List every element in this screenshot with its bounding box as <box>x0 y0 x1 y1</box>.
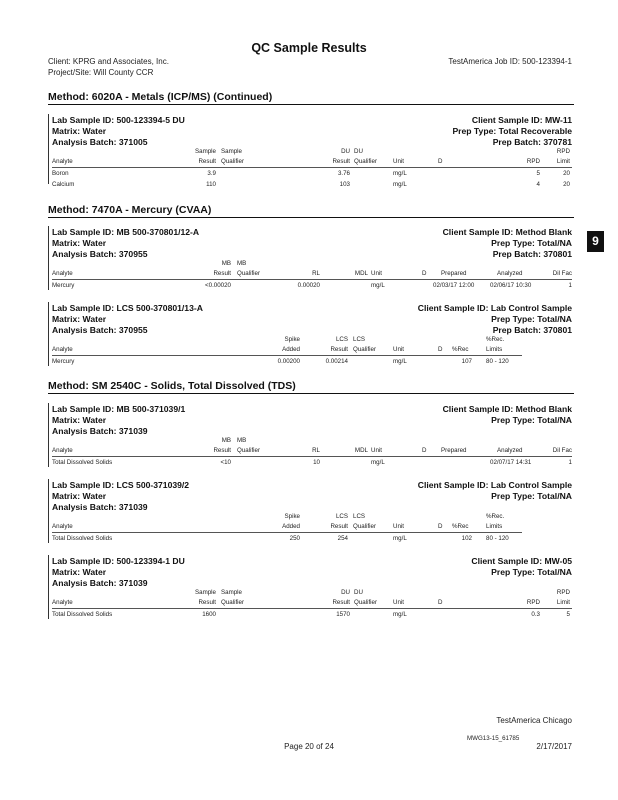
prep-type: Prep Type: Total/NA <box>491 415 572 425</box>
table-row-analyte: Mercury <box>52 282 75 289</box>
table-row-result: <0.00020 <box>205 282 231 289</box>
block-bracket <box>48 403 49 467</box>
table-row-result: 110 <box>206 181 216 188</box>
col-head: MDL <box>354 447 368 454</box>
col-head-analyte: Analyte <box>52 523 73 530</box>
col-head: %Rec <box>452 523 469 530</box>
col-head: D <box>438 346 443 353</box>
table-row-analyte: Mercury <box>52 358 75 365</box>
col-head-analyte: Analyte <box>52 158 73 165</box>
col-head: %Rec <box>452 346 469 353</box>
col-head: Unit <box>371 270 383 277</box>
col-head: Unit <box>371 447 383 454</box>
col-head: Result <box>198 599 216 606</box>
col-head: Prepared <box>441 270 467 277</box>
analysis-batch: Analysis Batch: 370955 <box>52 325 148 335</box>
header-underline <box>52 167 572 168</box>
col-head: RL <box>312 270 320 277</box>
col-head: Sample <box>221 148 242 155</box>
col-head-analyte: Analyte <box>52 599 73 606</box>
col-head-analyte: Analyte <box>52 270 73 277</box>
project-site: Project/Site: Will County CCR <box>48 68 154 77</box>
client-sample-id: Client Sample ID: Method Blank <box>442 404 572 414</box>
footer-lab-name: TestAmerica Chicago <box>496 716 572 725</box>
table-row-analyte: Total Dissolved Solids <box>52 459 113 466</box>
col-head: RPD <box>526 158 540 165</box>
col-head: Qualifier <box>353 346 377 353</box>
col-head: DU <box>341 589 350 596</box>
col-head: D <box>422 447 427 454</box>
matrix: Matrix: Water <box>52 567 107 577</box>
page-number: Page 20 of 24 <box>284 742 334 751</box>
table-row-limit: 20 <box>563 170 570 177</box>
prep-type: Prep Type: Total/NA <box>491 567 572 577</box>
matrix: Matrix: Water <box>52 126 107 136</box>
table-row-result: 1600 <box>202 611 216 618</box>
col-head: Spike <box>284 513 300 520</box>
col-head: RL <box>312 447 320 454</box>
col-head: Unit <box>393 346 405 353</box>
prep-batch: Prep Batch: 370781 <box>492 137 572 147</box>
col-head: Qualifier <box>354 599 378 606</box>
col-head: Sample <box>221 589 242 596</box>
col-head: DU <box>341 148 350 155</box>
table-row-result: 254 <box>337 535 348 542</box>
table-row-analyte: Calcium <box>52 181 75 188</box>
col-head: %Rec. <box>486 513 505 520</box>
prep-type: Prep Type: Total Recoverable <box>452 126 572 136</box>
table-row-rl: 10 <box>313 459 320 466</box>
table-row-unit: mg/L <box>393 170 407 177</box>
table-row-limit: 20 <box>563 181 570 188</box>
table-row-rpd: 4 <box>536 181 540 188</box>
table-row-analyzed: 02/07/17 14:31 <box>490 459 532 466</box>
table-row-unit: mg/L <box>393 611 407 618</box>
col-head: Result <box>198 158 216 165</box>
section-rule <box>48 217 574 218</box>
col-head: Result <box>330 523 348 530</box>
lab-sample-id: Lab Sample ID: 500-123394-5 DU <box>52 115 185 125</box>
col-head: LCS <box>335 336 348 343</box>
col-head: %Rec. <box>486 336 505 343</box>
table-row-du-result: 3.76 <box>337 170 350 177</box>
analysis-batch: Analysis Batch: 370955 <box>52 249 148 259</box>
prep-batch: Prep Batch: 370801 <box>492 325 572 335</box>
table-row-rl: 0.00020 <box>297 282 320 289</box>
col-head: Qualifier <box>221 158 245 165</box>
col-head: Added <box>282 346 300 353</box>
block-bracket <box>48 302 49 366</box>
table-row-unit: mg/L <box>371 282 385 289</box>
table-row-added: 0.00200 <box>277 358 300 365</box>
col-head: MB <box>237 260 247 267</box>
footer-date: 2/17/2017 <box>536 742 572 751</box>
section-rule <box>48 393 574 394</box>
method-heading: Method: SM 2540C - Solids, Total Dissolved (TDS) <box>48 380 296 392</box>
col-head: Qualifier <box>354 158 378 165</box>
col-head: MB <box>221 437 231 444</box>
col-head: MB <box>221 260 231 267</box>
method-heading: Method: 6020A - Metals (ICP/MS) (Continued) <box>48 91 273 103</box>
analysis-batch: Analysis Batch: 371039 <box>52 502 148 512</box>
table-row-unit: mg/L <box>393 181 407 188</box>
lab-sample-id: Lab Sample ID: MB 500-371039/1 <box>52 404 186 414</box>
matrix: Matrix: Water <box>52 491 107 501</box>
col-head: Unit <box>393 158 405 165</box>
col-head-analyte: Analyte <box>52 447 73 454</box>
table-row-du-result: 1570 <box>336 611 350 618</box>
col-head: RPD <box>556 148 570 155</box>
table-row-result: <10 <box>220 459 231 466</box>
col-head: MB <box>237 437 247 444</box>
header-underline <box>52 456 572 457</box>
client-sample-id: Client Sample ID: Lab Control Sample <box>417 480 572 490</box>
table-row-unit: mg/L <box>393 535 407 542</box>
table-row-du-result: 103 <box>339 181 350 188</box>
col-head: Dil Fac <box>552 447 572 454</box>
prep-type: Prep Type: Total/NA <box>491 314 572 324</box>
table-row-limit: 5 <box>566 611 570 618</box>
col-head: DU <box>354 589 363 596</box>
analysis-batch: Analysis Batch: 371005 <box>52 137 148 147</box>
col-head: Added <box>282 523 300 530</box>
table-row-result: 3.9 <box>207 170 216 177</box>
col-head: Unit <box>393 599 405 606</box>
lab-sample-id: Lab Sample ID: 500-123394-1 DU <box>52 556 185 566</box>
client-sample-id: Client Sample ID: MW-11 <box>471 115 572 125</box>
table-row-result: 0.00214 <box>325 358 348 365</box>
block-bracket <box>48 226 49 290</box>
table-row-unit: mg/L <box>371 459 385 466</box>
method-heading: Method: 7470A - Mercury (CVAA) <box>48 204 212 216</box>
table-row-added: 250 <box>289 535 300 542</box>
prep-batch: Prep Batch: 370801 <box>492 249 572 259</box>
col-head: Limits <box>486 346 503 353</box>
table-row-prec: 102 <box>461 535 472 542</box>
table-row-limits: 80 - 120 <box>486 535 509 542</box>
table-row-rpd: 0.3 <box>531 611 540 618</box>
table-row-dilfac: 1 <box>568 459 572 466</box>
table-row-analyzed: 02/06/17 10:30 <box>490 282 532 289</box>
col-head: Dil Fac <box>552 270 572 277</box>
block-bracket <box>48 114 49 184</box>
col-head: Sample <box>195 148 216 155</box>
header-underline <box>52 279 572 280</box>
col-head: Spike <box>284 336 300 343</box>
header-underline <box>52 355 522 356</box>
col-head: Limit <box>556 599 570 606</box>
matrix: Matrix: Water <box>52 238 107 248</box>
col-head: Result <box>213 447 231 454</box>
col-head: Qualifier <box>237 447 261 454</box>
col-head: Analyzed <box>497 270 523 277</box>
table-row-dilfac: 1 <box>568 282 572 289</box>
col-head: RPD <box>556 589 570 596</box>
client-sample-id: Client Sample ID: Method Blank <box>442 227 572 237</box>
col-head: Limit <box>556 158 570 165</box>
table-row-prepared: 02/03/17 12:00 <box>433 282 475 289</box>
col-head: DU <box>354 148 363 155</box>
lab-sample-id: Lab Sample ID: MB 500-370801/12-A <box>52 227 200 237</box>
col-head: Qualifier <box>353 523 377 530</box>
table-row-analyte: Total Dissolved Solids <box>52 611 113 618</box>
col-head: Qualifier <box>221 599 245 606</box>
col-head: Unit <box>393 523 405 530</box>
col-head: LCS <box>353 336 366 343</box>
col-head: LCS <box>353 513 366 520</box>
section-rule <box>48 104 574 105</box>
col-head: Qualifier <box>237 270 261 277</box>
col-head: Result <box>332 599 350 606</box>
col-head: Result <box>332 158 350 165</box>
prep-type: Prep Type: Total/NA <box>491 238 572 248</box>
col-head-analyte: Analyte <box>52 346 73 353</box>
col-head: D <box>438 523 443 530</box>
col-head: Analyzed <box>497 447 523 454</box>
lab-sample-id: Lab Sample ID: LCS 500-371039/2 <box>52 480 190 490</box>
lab-sample-id: Lab Sample ID: LCS 500-370801/13-A <box>52 303 203 313</box>
block-bracket <box>48 555 49 619</box>
client-name: Client: KPRG and Associates, Inc. <box>48 57 169 66</box>
col-head: D <box>438 599 443 606</box>
prep-type: Prep Type: Total/NA <box>491 491 572 501</box>
col-head: D <box>438 158 443 165</box>
col-head: Result <box>213 270 231 277</box>
footer-code: MWG13-15_61785 <box>467 735 520 742</box>
header-underline <box>52 532 522 533</box>
matrix: Matrix: Water <box>52 415 107 425</box>
col-head: MDL <box>354 270 368 277</box>
col-head: D <box>422 270 427 277</box>
table-row-limits: 80 - 120 <box>486 358 509 365</box>
col-head: Result <box>330 346 348 353</box>
job-id: TestAmerica Job ID: 500-123394-1 <box>448 57 572 66</box>
section-tab-marker: 9 <box>587 231 604 252</box>
table-row-analyte: Boron <box>52 170 69 177</box>
table-row-analyte: Total Dissolved Solids <box>52 535 113 542</box>
col-head: Prepared <box>441 447 467 454</box>
page-title: QC Sample Results <box>251 41 367 55</box>
table-row-rpd: 5 <box>536 170 540 177</box>
header-underline <box>52 608 572 609</box>
col-head: LCS <box>335 513 348 520</box>
analysis-batch: Analysis Batch: 371039 <box>52 578 148 588</box>
client-sample-id: Client Sample ID: Lab Control Sample <box>417 303 572 313</box>
col-head: Limits <box>486 523 503 530</box>
matrix: Matrix: Water <box>52 314 107 324</box>
analysis-batch: Analysis Batch: 371039 <box>52 426 148 436</box>
client-sample-id: Client Sample ID: MW-05 <box>471 556 572 566</box>
table-row-prec: 107 <box>461 358 472 365</box>
col-head: RPD <box>526 599 540 606</box>
table-row-unit: mg/L <box>393 358 407 365</box>
col-head: Sample <box>195 589 216 596</box>
block-bracket <box>48 479 49 543</box>
